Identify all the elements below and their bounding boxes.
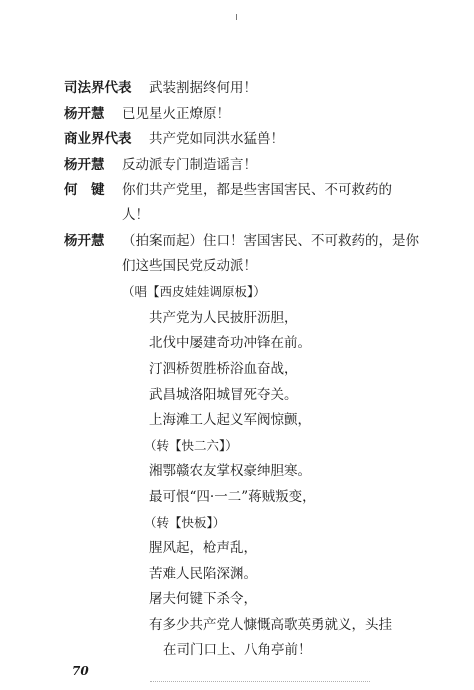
lyric-line: 北伐中屡建奇功冲锋在前。 — [149, 335, 311, 351]
dialogue-line: 已见星火正燎原！ — [122, 106, 230, 122]
lyric-line: 武昌城洛阳城冒死夺关。 — [149, 387, 298, 403]
scan-artifact — [150, 681, 370, 683]
lyric-line: 苦难人民陷深渊。 — [149, 566, 257, 582]
page-number: 70 — [72, 664, 89, 678]
lyric-line: 湘鄂赣农友掌权豪绅胆寒。 — [149, 463, 311, 479]
scan-mark — [236, 14, 237, 20]
dialogue-line: （拍案而起）住口！害国害民、不可救药的，是你 — [122, 233, 419, 249]
dialogue-line: 共产党如同洪水猛兽！ — [149, 131, 284, 147]
speaker-label: 司法界代表 — [64, 80, 132, 96]
speaker-label: 杨开慧 — [64, 106, 105, 122]
lyric-line: 有多少共产党人慷慨高歌英勇就义，头挂 — [149, 617, 392, 633]
stage-direction: （转【快板】） — [144, 515, 226, 530]
dialogue-line-continued: 们这些国民党反动派！ — [122, 258, 257, 274]
stage-direction: （唱【西皮娃娃调原板】） — [122, 284, 266, 299]
lyric-line: 屠夫何键下杀令， — [149, 591, 257, 607]
lyric-line: 最可恨“四·一二”蒋贼叛变， — [149, 489, 316, 505]
lyric-line: 共产党为人民披肝沥胆， — [149, 310, 298, 326]
lyric-line: 汀泗桥贺胜桥浴血奋战， — [149, 361, 298, 377]
dialogue-line: 反动派专门制造谣言！ — [122, 157, 257, 173]
speaker-label: 何 键 — [64, 182, 105, 198]
lyric-line-continued: 在司门口上、八角亭前！ — [163, 642, 312, 658]
dialogue-line: 你们共产党里，都是些害国害民、不可救药的 — [122, 182, 392, 198]
dialogue-line-continued: 人！ — [122, 207, 149, 223]
lyric-line: 上海滩工人起义军阀惊颤， — [149, 412, 311, 428]
dialogue-line: 武装割据终何用！ — [149, 80, 257, 96]
lyric-line: 腥风起，枪声乱， — [149, 540, 257, 556]
stage-direction: （转【快二六】） — [144, 438, 238, 453]
speaker-label: 杨开慧 — [64, 157, 105, 173]
speaker-label: 杨开慧 — [64, 233, 105, 249]
speaker-label: 商业界代表 — [64, 131, 132, 147]
